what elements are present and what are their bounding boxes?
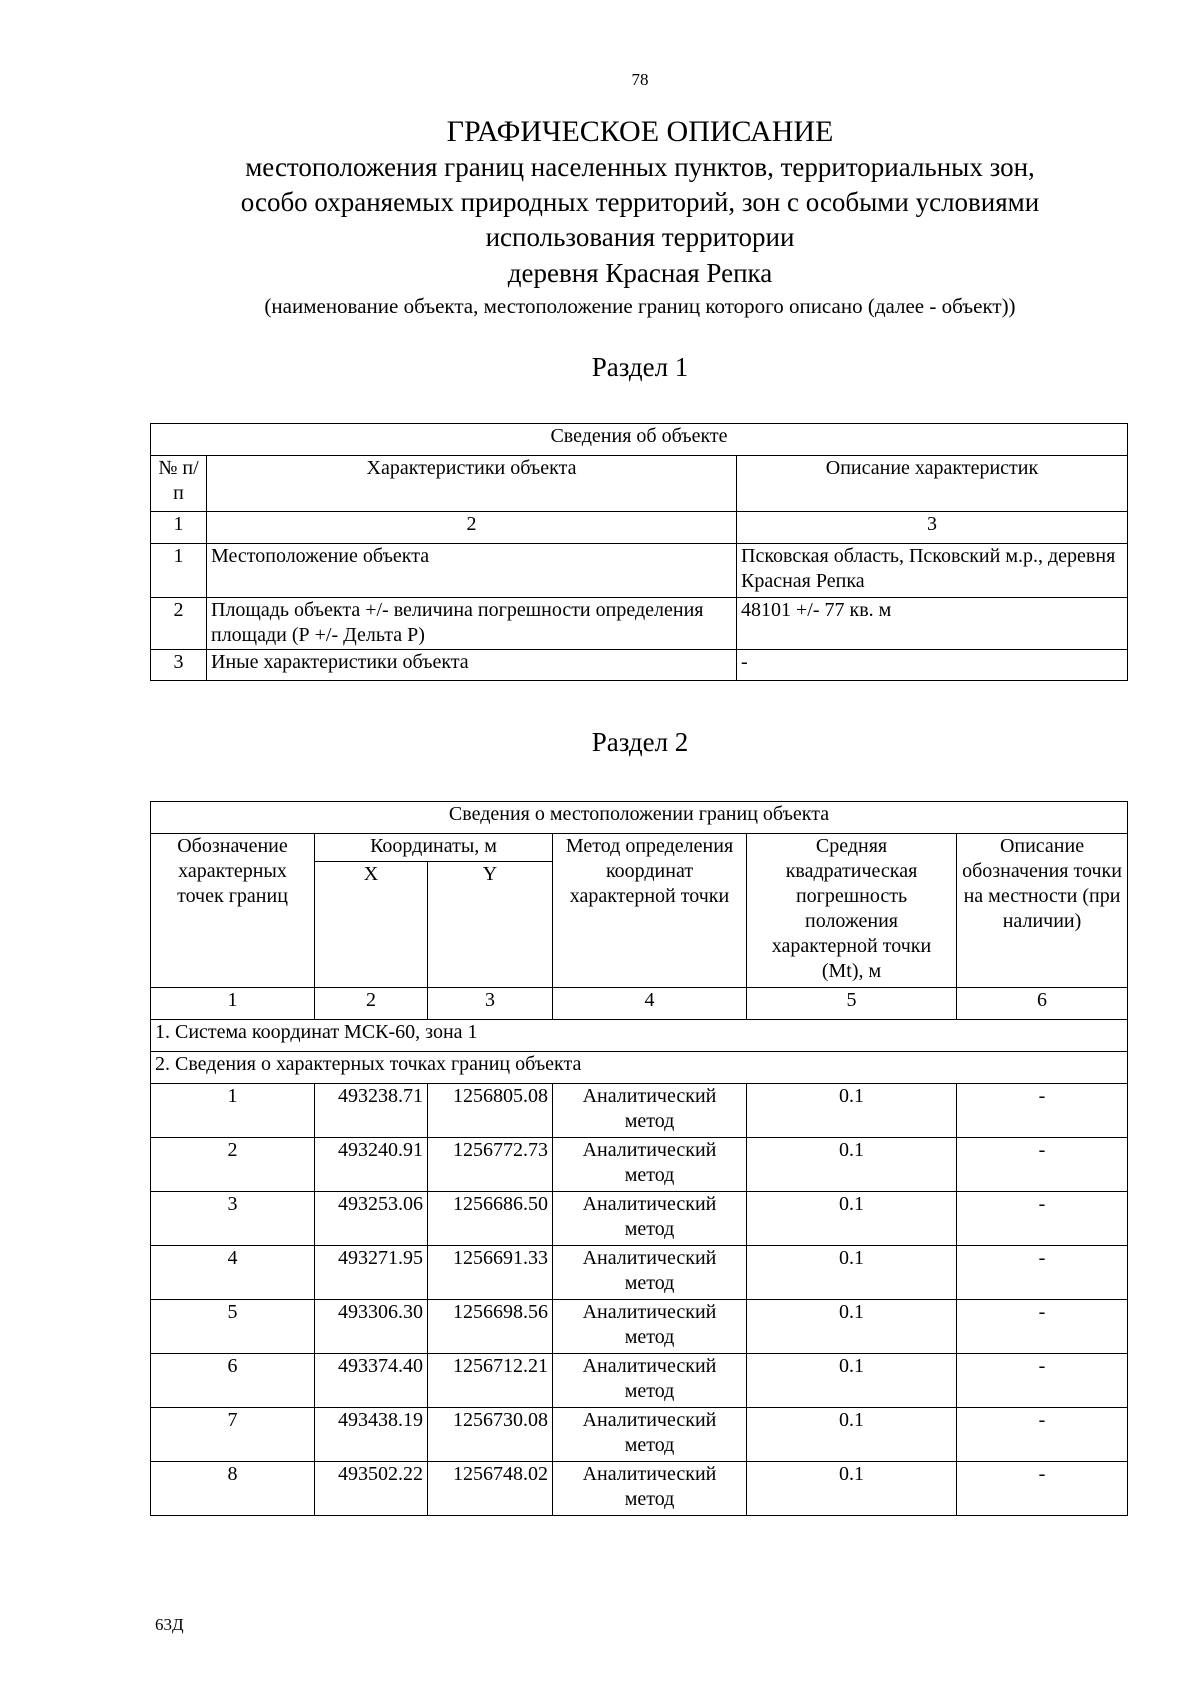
table-row [151,544,1128,598]
point-method: Аналитический метод [553,1138,747,1192]
row-number: 3 [151,650,207,681]
column-header: Средняя квадратическая погрешность положения характерной точки (Mt), м [747,834,957,988]
point-error: 0.1 [747,1462,957,1516]
point-x: 493374.40 [315,1354,428,1408]
table-row [151,1300,1128,1354]
column-number: 6 [957,988,1128,1020]
point-method: Аналитический метод [553,1354,747,1408]
coordinate-system-row: 1. Система координат МСК-60, зона 1 [151,1020,1128,1052]
document-subtitle-line: местоположения границ населенных пунктов, территориальных зон, [245,152,1035,182]
point-description: - [957,1300,1128,1354]
description-cell: Псковская область, Псковский м.р., деревня Красная Репка [737,544,1128,598]
point-method: Аналитический метод [553,1246,747,1300]
point-y: 1256712.21 [428,1354,553,1408]
characteristic-cell: Местоположение объекта [207,544,737,598]
row-number: 1 [151,544,207,598]
column-number: 3 [737,512,1128,544]
point-x: 493271.95 [315,1246,428,1300]
table-row [151,1138,1128,1192]
table-row [151,1084,1128,1138]
object-name: деревня Красная Репка [507,258,773,288]
point-method: Аналитический метод [553,1084,747,1138]
point-x: 493502.22 [315,1462,428,1516]
point-error: 0.1 [747,1138,957,1192]
point-id: 1 [151,1084,315,1138]
point-id: 8 [151,1462,315,1516]
point-error: 0.1 [747,1300,957,1354]
point-id: 3 [151,1192,315,1246]
column-number: 2 [315,988,428,1020]
point-y: 1256698.56 [428,1300,553,1354]
point-method: Аналитический метод [553,1408,747,1462]
point-description: - [957,1192,1128,1246]
table-row [151,650,1128,681]
point-x: 493306.30 [315,1300,428,1354]
column-header: Координаты, м [315,834,553,862]
column-number: 1 [151,988,315,1020]
document-header [0,114,1200,321]
object-info-table [150,423,1128,681]
column-number: 4 [553,988,747,1020]
document-subtitle-line: использования территории [485,222,795,252]
point-description: - [957,1354,1128,1408]
point-description: - [957,1462,1128,1516]
point-method: Аналитический метод [553,1462,747,1516]
point-y: 1256691.33 [428,1246,553,1300]
table-row [151,598,1128,650]
point-id: 7 [151,1408,315,1462]
column-header: Описание характеристик [737,456,1128,512]
column-header-y: Y [428,862,553,988]
point-id: 5 [151,1300,315,1354]
point-description: - [957,1408,1128,1462]
point-id: 4 [151,1246,315,1300]
point-x: 493238.71 [315,1084,428,1138]
description-cell: 48101 +/- 77 кв. м [737,598,1128,650]
object-caption: (наименование объекта, местоположение границ которого описано (далее - объект)) [264,294,1016,318]
table-title: Сведения о местоположении границ объекта [151,802,1128,834]
point-y: 1256730.08 [428,1408,553,1462]
document-subtitle-line: особо охраняемых природных территорий, зон с особыми условиями [240,187,1040,217]
point-error: 0.1 [747,1084,957,1138]
point-x: 493253.06 [315,1192,428,1246]
point-description: - [957,1246,1128,1300]
points-section-title: 2. Сведения о характерных точках границ объекта [151,1052,1128,1084]
table-row [151,1354,1128,1408]
point-id: 2 [151,1138,315,1192]
table-row [151,1462,1128,1516]
table-row [151,1246,1128,1300]
column-header: Характеристики объекта [207,456,737,512]
point-method: Аналитический метод [553,1300,747,1354]
column-header: Метод определения координат характерной точки [553,834,747,988]
document-title: ГРАФИЧЕСКОЕ ОПИСАНИЕ [446,115,834,148]
point-x: 493438.19 [315,1408,428,1462]
characteristic-cell: Иные характеристики объекта [207,650,737,681]
column-number: 5 [747,988,957,1020]
column-header: Описание обозначения точки на местности (при наличии) [957,834,1128,988]
column-number: 1 [151,512,207,544]
column-number: 2 [207,512,737,544]
point-y: 1256772.73 [428,1138,553,1192]
column-header: Обозначение характерных точек границ [151,834,315,988]
point-error: 0.1 [747,1192,957,1246]
row-number: 2 [151,598,207,650]
table-row [151,1408,1128,1462]
point-description: - [957,1138,1128,1192]
point-id: 6 [151,1354,315,1408]
footer-code: 63Д [155,1615,184,1634]
point-description: - [957,1084,1128,1138]
point-x: 493240.91 [315,1138,428,1192]
page-number: 78 [631,70,649,89]
point-y: 1256748.02 [428,1462,553,1516]
table-row [151,1192,1128,1246]
point-error: 0.1 [747,1354,957,1408]
boundary-points-table [150,801,1128,1516]
point-error: 0.1 [747,1408,957,1462]
section-1-heading: Раздел 1 [591,352,689,382]
characteristic-cell: Площадь объекта +/- величина погрешности определения площади (Р +/- Дельта Р) [207,598,737,650]
column-header-x: X [315,862,428,988]
point-error: 0.1 [747,1246,957,1300]
point-method: Аналитический метод [553,1192,747,1246]
table-title: Сведения об объекте [151,424,1128,456]
point-y: 1256805.08 [428,1084,553,1138]
section-2-heading: Раздел 2 [591,727,689,757]
column-header: № п/п [151,456,207,512]
column-number: 3 [428,988,553,1020]
point-y: 1256686.50 [428,1192,553,1246]
description-cell: - [737,650,1128,681]
